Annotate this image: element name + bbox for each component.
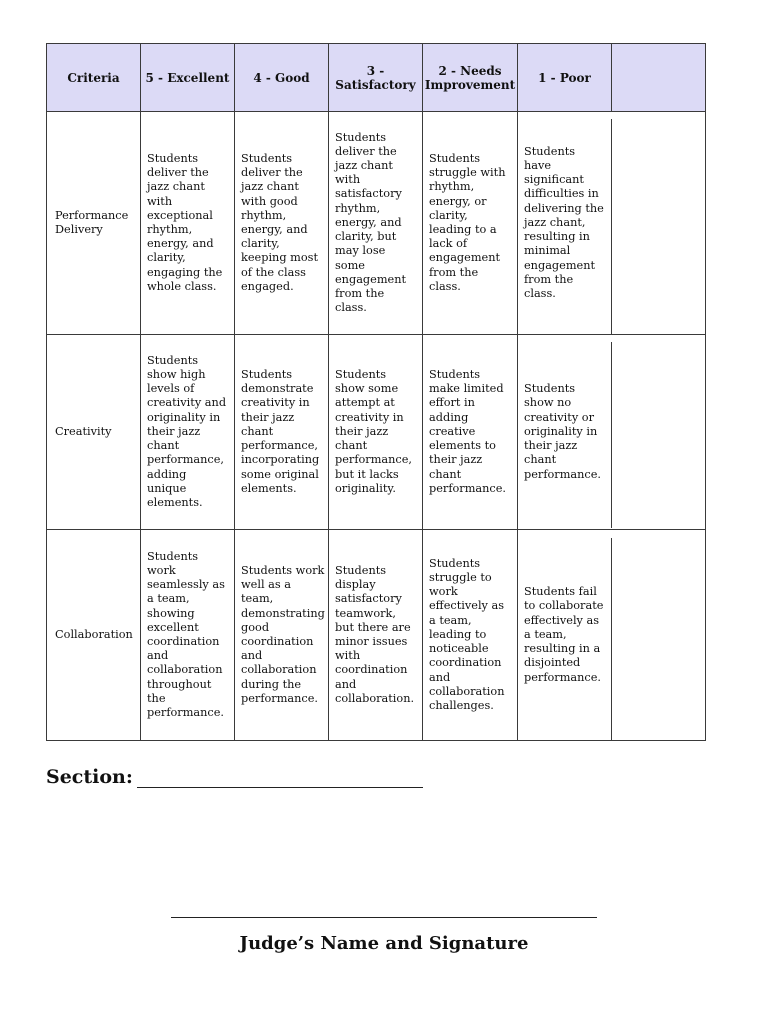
cell-extra [612,335,705,529]
header-needs-improvement: 2 - Needs Improvement [424,63,516,92]
criterion-performance-delivery: Performance Delivery [55,208,129,236]
section-blank-line [137,769,423,788]
cell-needs-improvement: Students struggle with rhythm, energy, or clarity, leading to a lack of engagement from the class. [429,151,506,293]
rubric-table [46,43,706,741]
header-satisfactory: 3 - Satisfactory [335,63,416,92]
cell-excellent: Students deliver the jazz chant with exceptional rhythm, energy, and clarity, engaging the whole class. [147,151,223,293]
criterion-creativity: Creativity [55,424,112,438]
signature-line [171,917,597,918]
cell-good: Students deliver the jazz chant with good rhythm, energy, and clarity, keeping most of the class engaged. [241,151,319,293]
header-excellent: 5 - Excellent [145,70,230,85]
cell-poor: Students fail to collaborate effectively as a team, resulting in a disjointed performance. [524,585,604,684]
cell-satisfactory: Students show some attempt at creativity in their jazz chant performance, but it lacks originality. [335,368,413,495]
signature-label: Judge’s Name and Signature [239,933,529,954]
header-extra [612,44,705,111]
cell-extra [612,530,705,740]
cell-good: Students work well as a team, demonstrating good coordination and collaboration during the performance. [241,563,325,705]
header-poor: 1 - Poor [538,70,591,85]
section-field [46,766,423,788]
criterion-collaboration: Collaboration [55,627,133,641]
cell-poor: Students show no creativity or originality in their jazz chant performance. [524,382,602,481]
cell-satisfactory: Students display satisfactory teamwork, but there are minor issues with coordination and collaboration. [335,563,415,705]
header-good: 4 - Good [253,70,310,85]
cell-excellent: Students work seamlessly as a team, showing excellent coordination and collaboration throughout the performance. [147,549,225,720]
cell-needs-improvement: Students make limited effort in adding creative elements to their jazz chant performance. [429,368,507,495]
cell-excellent: Students show high levels of creativity and originality in their jazz chant performance, adding unique elements. [147,353,227,509]
cell-good: Students demonstrate creativity in their jazz chant performance, incorporating some original elements. [241,368,320,495]
header-criteria: Criteria [67,70,120,85]
cell-poor: Students have significant difficulties in delivering the jazz chant, resulting in minimal engagement from the class. [524,144,604,300]
cell-satisfactory: Students deliver the jazz chant with satisfactory rhythm, energy, and clarity, but may lose some engagement from the class. [335,130,407,315]
cell-needs-improvement: Students struggle to work effectively as a team, leading to noticeable coordination and collaboration challenges. [429,556,505,712]
cell-extra [612,112,705,334]
section-label: Section: [46,766,133,788]
